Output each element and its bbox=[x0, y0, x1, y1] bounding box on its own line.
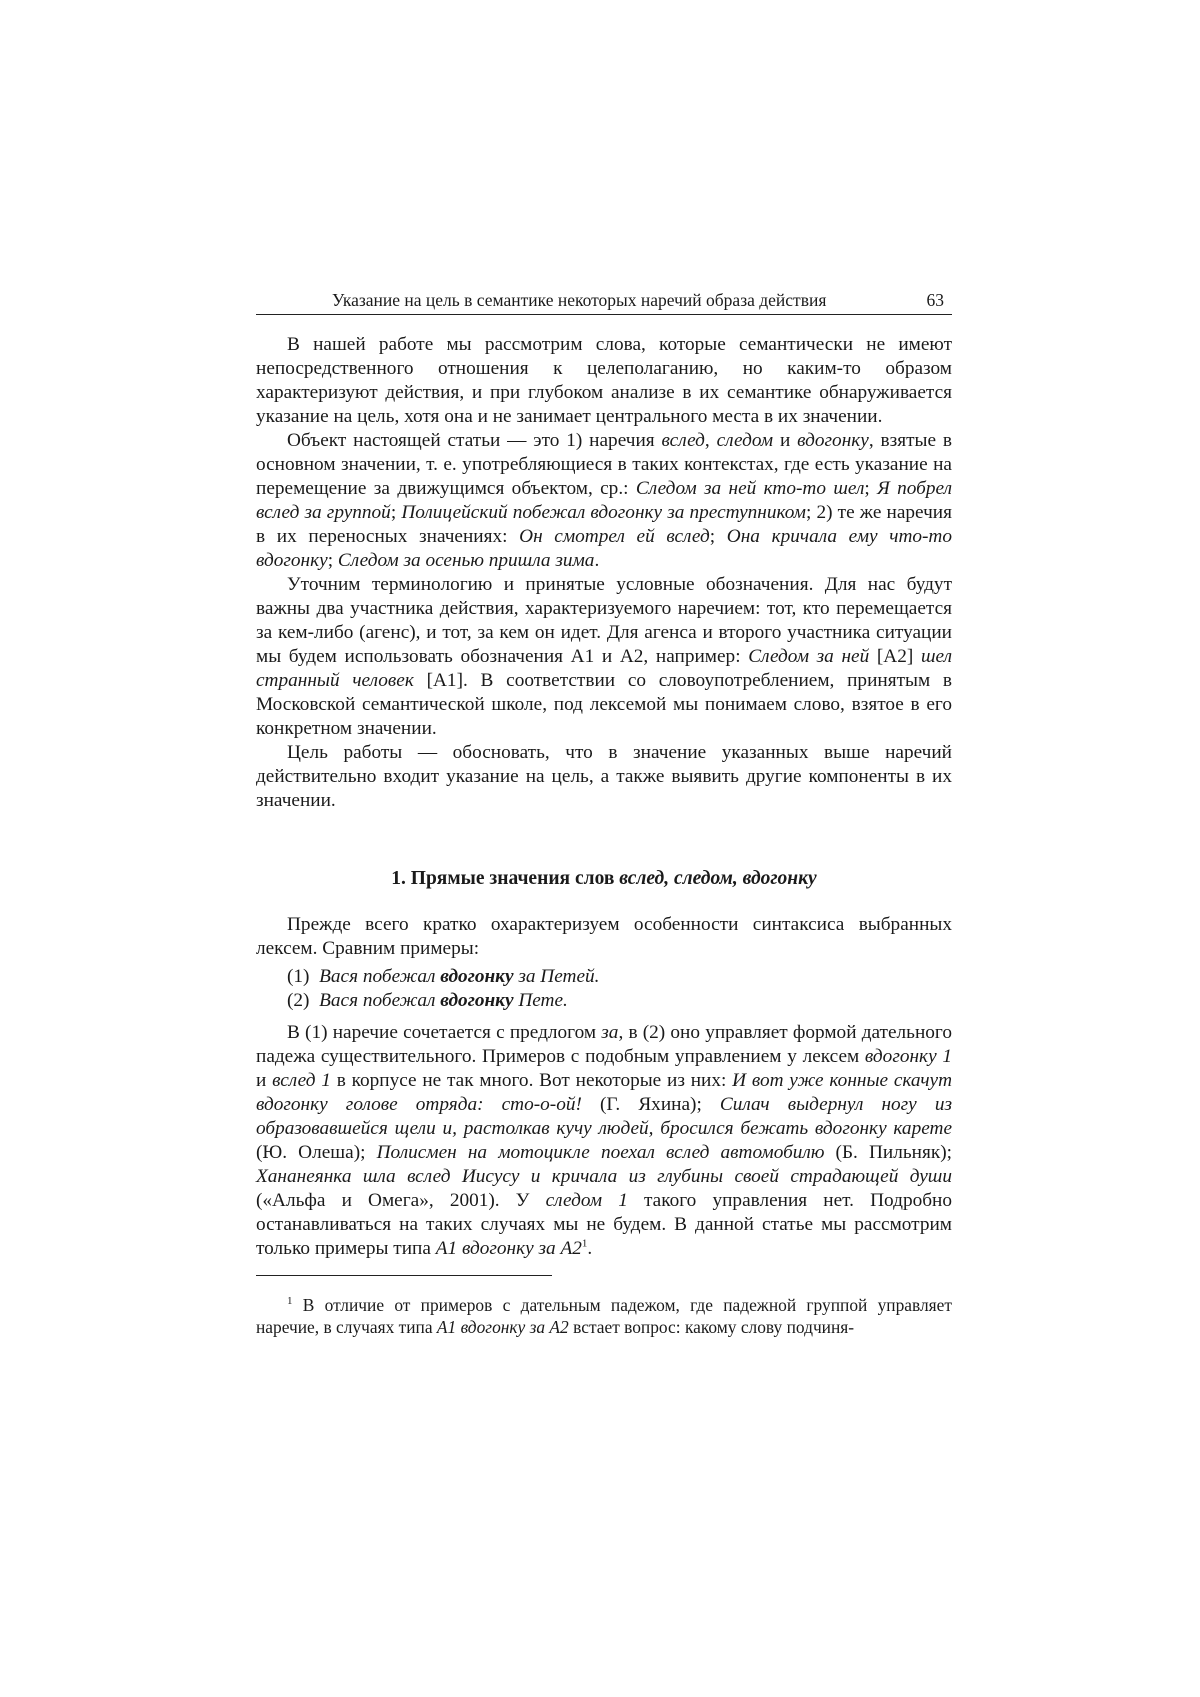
document-page bbox=[256, 284, 952, 1338]
example-italic: И вот уже конные скачут вдогонку голове отряда: сто-о-ой! bbox=[256, 1070, 952, 1115]
footnote: $^1$ В отличие от примеров с дательным падежом, где падежной группой управляет наречие, в случаях типа А1 вдогонку за А2 встает вопрос: какому слову подчиня- bbox=[256, 1295, 952, 1337]
example-italic: Силач выдернул ногу из образовавшейся щели и, растолкав кучу людей, бросился бежать вдогонку карете bbox=[256, 1094, 952, 1139]
paragraph-syntax: Прежде всего кратко охарактеризуем особенности синтаксиса выбранных лексем. Сравним примеры: bbox=[256, 914, 952, 959]
example-list bbox=[287, 965, 952, 1013]
example-item: (1) Вася побежал вдогонку за Петей. bbox=[287, 966, 600, 987]
footnote-ref[interactable]: 1 bbox=[581, 1237, 588, 1250]
paragraph-terminology: Уточним терминологию и принятые условные обозначения. Для нас будут важны два участника действия, характеризуемого наречием: тот, кто перемещается за кем-либо (агенс), и тот, за кем он идет. Для агенса и второго участника ситуации мы будем использовать обозначения А1 и А2, например: Следом за ней [А2] шел странный человек [А1]. В соответствии со словоупотреблением, принятым в Московской семантической школе, под лексемой мы понимаем слово, взятое в его конкретном значении. bbox=[256, 574, 952, 739]
paragraph-object: Объект настоящей статьи — это 1) наречия вслед, следом и вдогонку, взятые в основном значении, т. е. употребляющиеся в таких контекстах, где есть указание на перемещение за движущимся объектом, ср.: Следом за ней кто-то шел; Я побрел вслед за группой; Полицейский побежал вдогонку за преступником; 2) те же наречия в их переносных значениях: Он смотрел ей вслед; Она кричала ему что-то вдогонку; Следом за осенью пришла зима. bbox=[256, 430, 953, 571]
example-italic: Следом за ней кто-то шел bbox=[635, 478, 865, 499]
example-italic: Я побрел вслед за группой bbox=[256, 478, 952, 523]
paragraph-intro: В нашей работе мы рассмотрим слова, которые семантически не имеют непосредственного отношения к целеполаганию, но каким-то образом характеризуют действия, и при глубоком анализе в их семантике обнаруживается указание на цель, хотя она и не занимает центрального места в их значении. bbox=[256, 334, 952, 427]
example-item: (2) Вася побежал вдогонку Пете. bbox=[287, 990, 568, 1011]
example-italic: Полисмен на мотоцикле поехал вслед автомобилю bbox=[376, 1142, 825, 1163]
section-heading-terms: вслед, следом, вдогонку bbox=[619, 868, 817, 889]
example-italic: Полицейский побежал вдогонку за преступником bbox=[401, 502, 806, 523]
example-italic: шел странный человек bbox=[256, 646, 952, 691]
paragraph-goal: Цель работы — обосновать, что в значение указанных выше наречий действительно входит указание на цель, а также выявить другие компоненты в их значении. bbox=[256, 742, 952, 811]
example-italic: Следом за осенью пришла зима bbox=[337, 550, 595, 571]
running-header bbox=[256, 284, 952, 315]
footnote-divider bbox=[256, 1275, 552, 1276]
term-vdogonku: вдогонку bbox=[797, 430, 869, 451]
page-number: 63 bbox=[926, 290, 944, 310]
footnote-mark: 1 bbox=[287, 1295, 293, 1308]
term-vsled: вслед bbox=[661, 430, 705, 451]
article-body bbox=[256, 333, 952, 1338]
section-heading: 1. Прямые значения слов вслед, следом, вдогонку bbox=[391, 868, 817, 889]
paragraph-corpus: В (1) наречие сочетается с предлогом за, в (2) оно управляет формой дательного падежа существительного. Примеров с подобным управлением у лексем вдогонку 1 и вслед 1 в корпусе не так много. Вот некоторые из них: И вот уже конные скачут вдогонку голове отряда: сто-о-ой! (Г. Яхина); Силач выдернул ногу из образовавшейся щели и, растолкав кучу людей, бросился бежать вдогонку карете (Ю. Олеша); Полисмен на мотоцикле поехал вслед автомобилю (Б. Пильняк); Хананеянка шла вслед Иисусу и кричала из глубины своей страдающей души («Альфа и Омега», 2001). У следом 1 такого управления нет. Подробно останавливаться на таких случаях мы не будем. В данной статье мы рассмотрим только примеры типа А1 вдогонку за $А2^1$. bbox=[256, 1022, 952, 1259]
term-sledom: следом bbox=[716, 430, 774, 451]
example-italic: Следом за ней bbox=[748, 646, 870, 667]
running-title: Указание на цель в семантике некоторых наречий образа действия bbox=[332, 290, 827, 310]
example-italic: Хананеянка шла вслед Иисусу и кричала из глубины своей страдающей души bbox=[256, 1166, 952, 1187]
example-italic: Он смотрел ей вслед bbox=[519, 526, 710, 547]
example-italic: Она кричала ему что-то вдогонку bbox=[256, 526, 952, 571]
